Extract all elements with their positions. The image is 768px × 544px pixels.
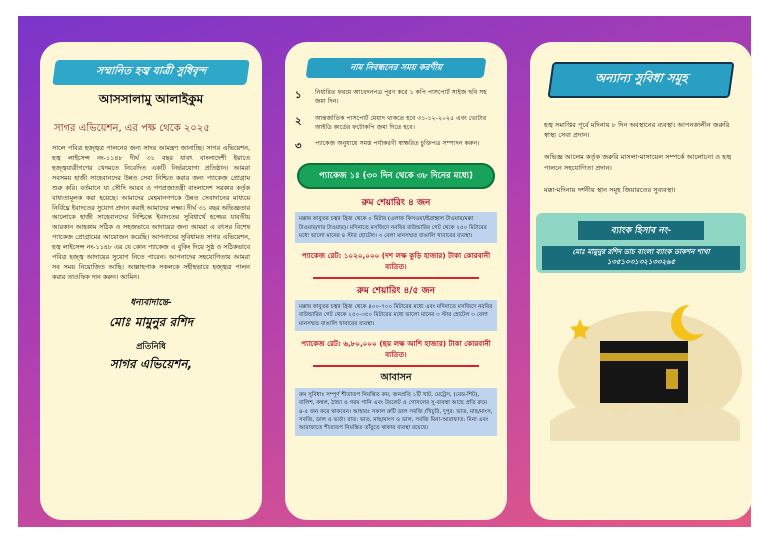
benefit-paragraph: অভিজ্ঞ আলেম কর্তৃক জরুরি মাসলা-মাসায়েল সম্পর্কে আলোচনা ও হজ্ব পালনে সহযোগিতা প্রদান। — [544, 153, 732, 172]
accommodation-info: রুম সুবিধাঃ সম্পূর্ণ শীতাতপ নিয়ন্ত্রিত রুম, জনপ্রতি ১টি খাট, মেট্রেস, (বেড-শিট), বালিশ, কম্বল, ঠান্ডা ও গরম পানি এবং টয়লেট ও গোসলের সু-ব্যবস্থা আছে প্রতি রুমে ৪-৫ জন করে থাকবেন। আহারঃ সকাল রুটি ডাল সবজি /খিচুরি, দুপুর: ভাত, মাছ/মাংস, সবজি, ডাল ও ভর্তা। রাত: ভাত, মাছ/মাংস ও ডাল, সবজি মিনা-আরাফাত: মিনা এবং আরাফাতে শীতাতপ নিয়ন্ত্রিত তাঁবুতে থাকার ব্যবস্থা রয়েছে। — [295, 388, 497, 436]
step-text: প্যাকেজ অনুযায়ে সমস্ত পর্যাকরণী স্বাক্ষরিত চুক্তিপত্র সম্পাদন করুন। — [315, 140, 480, 148]
room-sharing-45-title: রুম শেয়ারিং ৪/৫ জন — [357, 285, 435, 296]
thanks-line: ধন্যবাদান্তে- — [130, 297, 172, 308]
company-name: সাগর এভিয়েশন, — [109, 356, 193, 371]
step-number: ২ — [295, 115, 302, 127]
room-sharing-4-title: রুম শেয়ারিং ৪ জন — [361, 198, 431, 209]
package-rate-2: প্যাকেজ রেট: ৬,৮০,০০০ (ছয় লক্ষ আশি হাজার) টাকা কোরবানী ব্যতিত। — [301, 339, 491, 359]
benefit-paragraph: মক্কা-মদিনায় দর্শনীয় স্থান সমূহ জিয়ারতের সুব্যবস্থা। — [544, 185, 676, 194]
brochure-sheet — [18, 16, 751, 527]
divider — [313, 277, 479, 279]
org-line: সাগর এভিয়েশন, এর পক্ষ থেকে ২০২৫ — [54, 123, 210, 134]
benefit-paragraph: হজ্ব সমাপ্তির পূর্বে মদিনায় ৮ দিন অবস্থানের ব্যবস্থা। আপনকালীন জরুরি স্বাস্থ্য সেবা প্রদান। — [544, 121, 730, 140]
benefits-banner: অন্যান্য সুবিধা সমূহ — [547, 62, 734, 98]
kaaba-illustration — [540, 291, 742, 441]
step-number: ১ — [295, 90, 302, 101]
kaaba-icon — [540, 291, 742, 441]
welcome-panel — [40, 42, 262, 520]
step-text: নির্ধারিত ফরমে আবেদনপত্র পূরণ করে ১ কপি পাসপোর্ট সাইজ ছবি সহ জমা দিন। — [315, 89, 487, 106]
list-item — [295, 114, 497, 133]
room-sharing-4-info: মক্কায় কাবুতর চত্বর হ্রিজ থেকে ০ মিটার (এলাফ কিসওয়া/ইব্রাহ্বল টাওয়ার/মক্কা টাওয়ার/দার টাওয়ার)। মদিনাতে মসজিদে নববির বাউন্ডারির গেট থেকে ২৫০ মিটারের মধ্যে ভালো মানের ৪ স্টার হোটেল। ৩ বেলা মানসম্মত বাঙালি খাবারের ব্যবস্থা। — [295, 212, 497, 243]
room-sharing-45-info: মক্কায় কাবুতর চত্বর হ্রিজ থেকে ৪০০-৭০০ মিটারের মধ্যে এবং মদিনাতে মসজিদে নববির বাউন্ডারির গেট থেকে ২৫০-৩৫০ মিটারের মধ্যে ভালো মানের ৩ স্টার হোটেল ৩ বেলা মানসম্মত বাঙালি খাবারের ব্যবস্থা। — [295, 300, 497, 331]
welcome-body: সালে পবিত্র হজ্জ্বত্র পালনের জন্য সাদর আমন্ত্রণ জানাচ্ছি। সাগর এভিয়েশন, হজ্ব লাইসেন্স নং-১১৪৮ দীর্ঘ ৩১ বছর যাবৎ বাংলাদেশী ইয়াতে হজ্জ্বযাত্রীগণের খেদমতে নিবেদিত একটি নির্ভরযোগ্য প্রতিষ্ঠান। আমরা সবসময় হাজী সাহেবানদের উন্নত সেবা নিশ্চিত করার জন্য প্যাকেজ প্রোগ্রাম শুরু করি। বর্তমানে যা সৌদি আরব ও গণপ্রজাতন্ত্রী বাংলাদেশ সরকার কর্তৃক বাধ্যতামূলক করা হয়েছে। আমাদের মেহমানগণকে উন্নত সেবাদানের মাধ্যমে নির্বিঘ্নে ইবাদতের সুযোগ প্রদান করাই আমাদের লক্ষ্য। দীর্ঘ ৩১ বছর অভিজ্ঞতার আলোকে হাজী সাহেবানদের নিশ্চিন্তে ইবাদতের সুবিধার্থে হজ্জের যাবতীয় আরকান আহকাম সঠিক ও সহজভাবে আদায়ের জন্য আমরা এ বৎসর বিশেষ প্যাকেজ প্রোগ্রামের আয়োজন করেছি। আপনাদের সুবিধামত সাগর এভিয়েশন, হজ্ব লাইসেন্স নং-১১৪৮ এর যে কোন প্যাকেজ এ বুকিং দিয়ে সুষ্ঠ ও সঠিকভাবে পবিত্র হজ্জ্ব আদায়ের সুযোগ নিতে পারেন। আপনাদের সহযোগিতায় আমরা সব সময় নিয়োজিত আছি। আল্লাহপাক সকলকে সহীহভাবে হজ্জ্বত্র পালন করার তাওফিক দান করুন। আমিন। — [52, 144, 250, 281]
registration-panel — [285, 42, 507, 520]
divider — [313, 365, 479, 367]
registration-steps — [295, 88, 497, 156]
step-number: ৩ — [295, 141, 302, 153]
bank-title: ব্যাংক হিসাব নং- — [578, 221, 704, 240]
signatory-name: মোঃ মামুনুর রশিদ — [109, 314, 193, 329]
package-rate-1: প্যাকেজ রেট: ১০২০,০০০ (দশ লক্ষ কুড়ি হাজার) টাকা কোরবানী ব্যতিত। — [301, 251, 491, 272]
other-benefits-panel — [530, 42, 752, 520]
accommodation-title: আবাসন — [380, 371, 412, 383]
representative-label: প্রতিনিধি — [136, 341, 166, 352]
list-item — [295, 88, 497, 107]
welcome-banner: সম্মানিত হজ্ব যাত্রী সুধিবৃন্দ — [52, 60, 250, 85]
bank-info-box — [536, 213, 746, 273]
registration-banner: নাম নিবন্ধনের সময় করণীয় — [306, 58, 487, 78]
package-pill: প্যাকেজ ১ঃ (৩০ দিন থেকে ৩৮ দিনের মধ্যে) — [297, 163, 495, 189]
step-text: আন্তর্জাতিক পাসপোর্ট মেয়াদ থাকতে হবে ৩১-১২-২০২৫ এবং ভোটার আইডি কার্ডের ফটোকপি জমা দিতে হবে। — [315, 114, 487, 131]
list-item — [295, 139, 497, 156]
greeting: আসসালামু আলাইকুম — [98, 92, 204, 106]
bank-account: মোঃ মামুনুর রশিদ ডাচ বাংলা ব্যাংক ডাকশন শাখা ১৩৫১০৩১৩২১৩৩২৬৫ — [542, 246, 740, 270]
